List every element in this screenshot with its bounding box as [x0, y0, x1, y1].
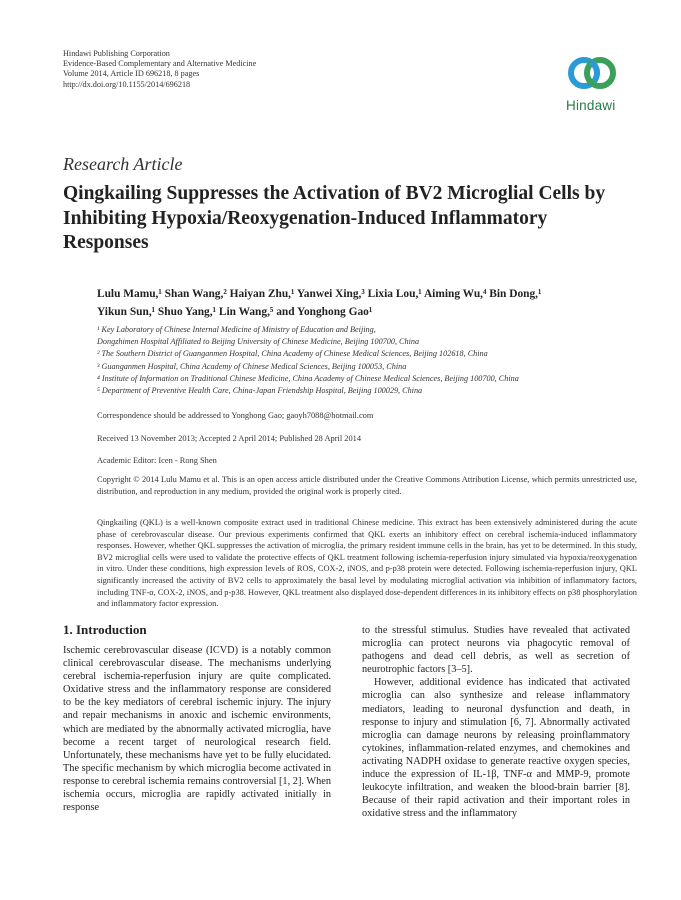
abstract: Qingkailing (QKL) is a well-known composite extract used in traditional Chinese medicine. This extract has been extensively administered during the acute phase of cerebrovascular disease. Our previous experiments confirmed that QKL exerts an inhibitory effect on cerebral ischemia-induced inflammatory responses. However, whether QKL suppresses the activation of microglia, the primary resident immune cells in the brain, has yet to be determined. In this study, BV2 microglial cells were used to validate the protective effects of QKL treatment following ischemia-reperfusion injury simulated via hypoxia/reoxygenation in vitro. Under these conditions, high expression levels of ROS, COX-2, iNOS, and p-p38 protein were detected. Following ischemia-reperfusion injury, QKL significantly increased the activity of BV2 cells to approximately the basal level by modulating microglial activation via inhibition of inflammatory factors, including TNF-α, COX-2, iNOS, and p-p38. However, QKL treatment also displayed dose-dependent differences in its inhibitory effects on p38 phosphorylation and inflammatory factor expression.: [97, 518, 637, 609]
paragraph: However, additional evidence has indicated that activated microglia can also synthesize and release inflammatory mediators, leading to neuronal dysfunction and death, in response to injury and stimulation [6, 7]. Abnormally activated microglia can damage neurons by releasing proinflammatory cytokines, inflammation-related enzymes, and chemokines and activating NADPH oxidase to generate reactive oxygen species, induce the expression of IL-1β, TNF-α and MMP-9, promote leukocyte infiltration, and weaken the blood-brain barrier [8]. Because of their rapid activation and their important roles in oxidative stress and the inflammatory: [362, 677, 630, 820]
affiliation-item: Dongzhimen Hospital Affiliated to Beijing University of Chinese Medicine, Beijing 100700, China: [97, 337, 420, 347]
affiliations: [97, 324, 657, 397]
article-type: Research Article: [63, 154, 183, 174]
doi-link[interactable]: http://dx.doi.org/10.1155/2014/696218: [63, 79, 191, 89]
copyright-notice: Copyright © 2014 Lulu Mamu et al. This is an open access article distributed under the Creative Commons Attribution License, which permits unrestricted use, distribution, and reproduction in any medium, provided the original work is properly cited.: [97, 475, 637, 496]
paragraph: to the stressful stimulus. Studies have revealed that activated microglia can protect neurons via phagocytic removal of pathogens and dead cell debris, as well as secretion of neurotrophic factors [3–5].: [362, 625, 630, 676]
publisher: Hindawi Publishing Corporation: [63, 49, 170, 58]
authors-line-2: Yikun Sun,¹ Shuo Yang,¹ Lin Wang,⁵ and Yonghong Gao¹: [97, 306, 373, 318]
body-column-left: [63, 644, 331, 814]
affiliation-item: ² The Southern District of Guanganmen Hospital, China Academy of Chinese Medical Sciences, Beijing 102618, China: [97, 349, 488, 359]
journal-header: [63, 49, 423, 90]
hindawi-logo-text: Hindawi: [566, 98, 616, 113]
academic-editor: Academic Editor: Icen - Rong Shen: [97, 456, 217, 465]
affiliation-item: ³ Guanganmen Hospital, China Academy of Chinese Medical Sciences, Beijing 100053, China: [97, 361, 407, 371]
journal-name: Evidence-Based Complementary and Alternative Medicine: [63, 59, 257, 69]
paragraph: Ischemic cerebrovascular disease (ICVD) is a notably common clinical cerebrovascular disease. The mechanisms underlying cerebral ischemia-reperfusion injury are quite complicated. Oxidative stress and the inflammatory response are considered to be the key mediators of cerebral ischemic injury. The injury and repair mechanisms in anoxic and ischemic environments, which are mediated by the abnormally activated microglia, have become a recent target of neurological research field. Unfortunately, these mechanisms have yet to be fully elucidated. The specific mechanism by which microglia become activated in response to cerebral ischemia remains controversial [1, 2]. When ischemia occurs, microglia are rapidly activated initially in response: [63, 645, 331, 814]
body-column-right: [362, 624, 630, 820]
affiliation-item: ⁴ Institute of Information on Traditional Chinese Medicine, China Academy of Chinese Medical Sciences, Beijing 100700, China: [97, 373, 519, 383]
affiliation-item: ⁵ Department of Preventive Health Care, China-Japan Friendship Hospital, Beijing 100029, China: [97, 386, 423, 396]
section-heading: 1. Introduction: [63, 622, 147, 637]
authors-line-1: Lulu Mamu,¹ Shan Wang,² Haiyan Zhu,¹ Yanwei Xing,³ Lixia Lou,¹ Aiming Wu,⁴ Bin Dong,¹: [97, 288, 542, 300]
publication-dates: Received 13 November 2013; Accepted 2 April 2014; Published 28 April 2014: [97, 434, 362, 443]
correspondence: Correspondence should be addressed to Yonghong Gao; gaoyh7088@hotmail.com: [97, 411, 374, 420]
affiliation-item: ¹ Key Laboratory of Chinese Internal Medicine of Ministry of Education and Beijing,: [97, 325, 376, 334]
author-list: [97, 285, 657, 321]
article-title: Qingkailing Suppresses the Activation of BV2 Microglial Cells by Inhibiting Hypoxia/Reoxygenation-Induced Inflammatory Responses: [63, 183, 606, 253]
volume-info: Volume 2014, Article ID 696218, 8 pages: [63, 69, 200, 79]
